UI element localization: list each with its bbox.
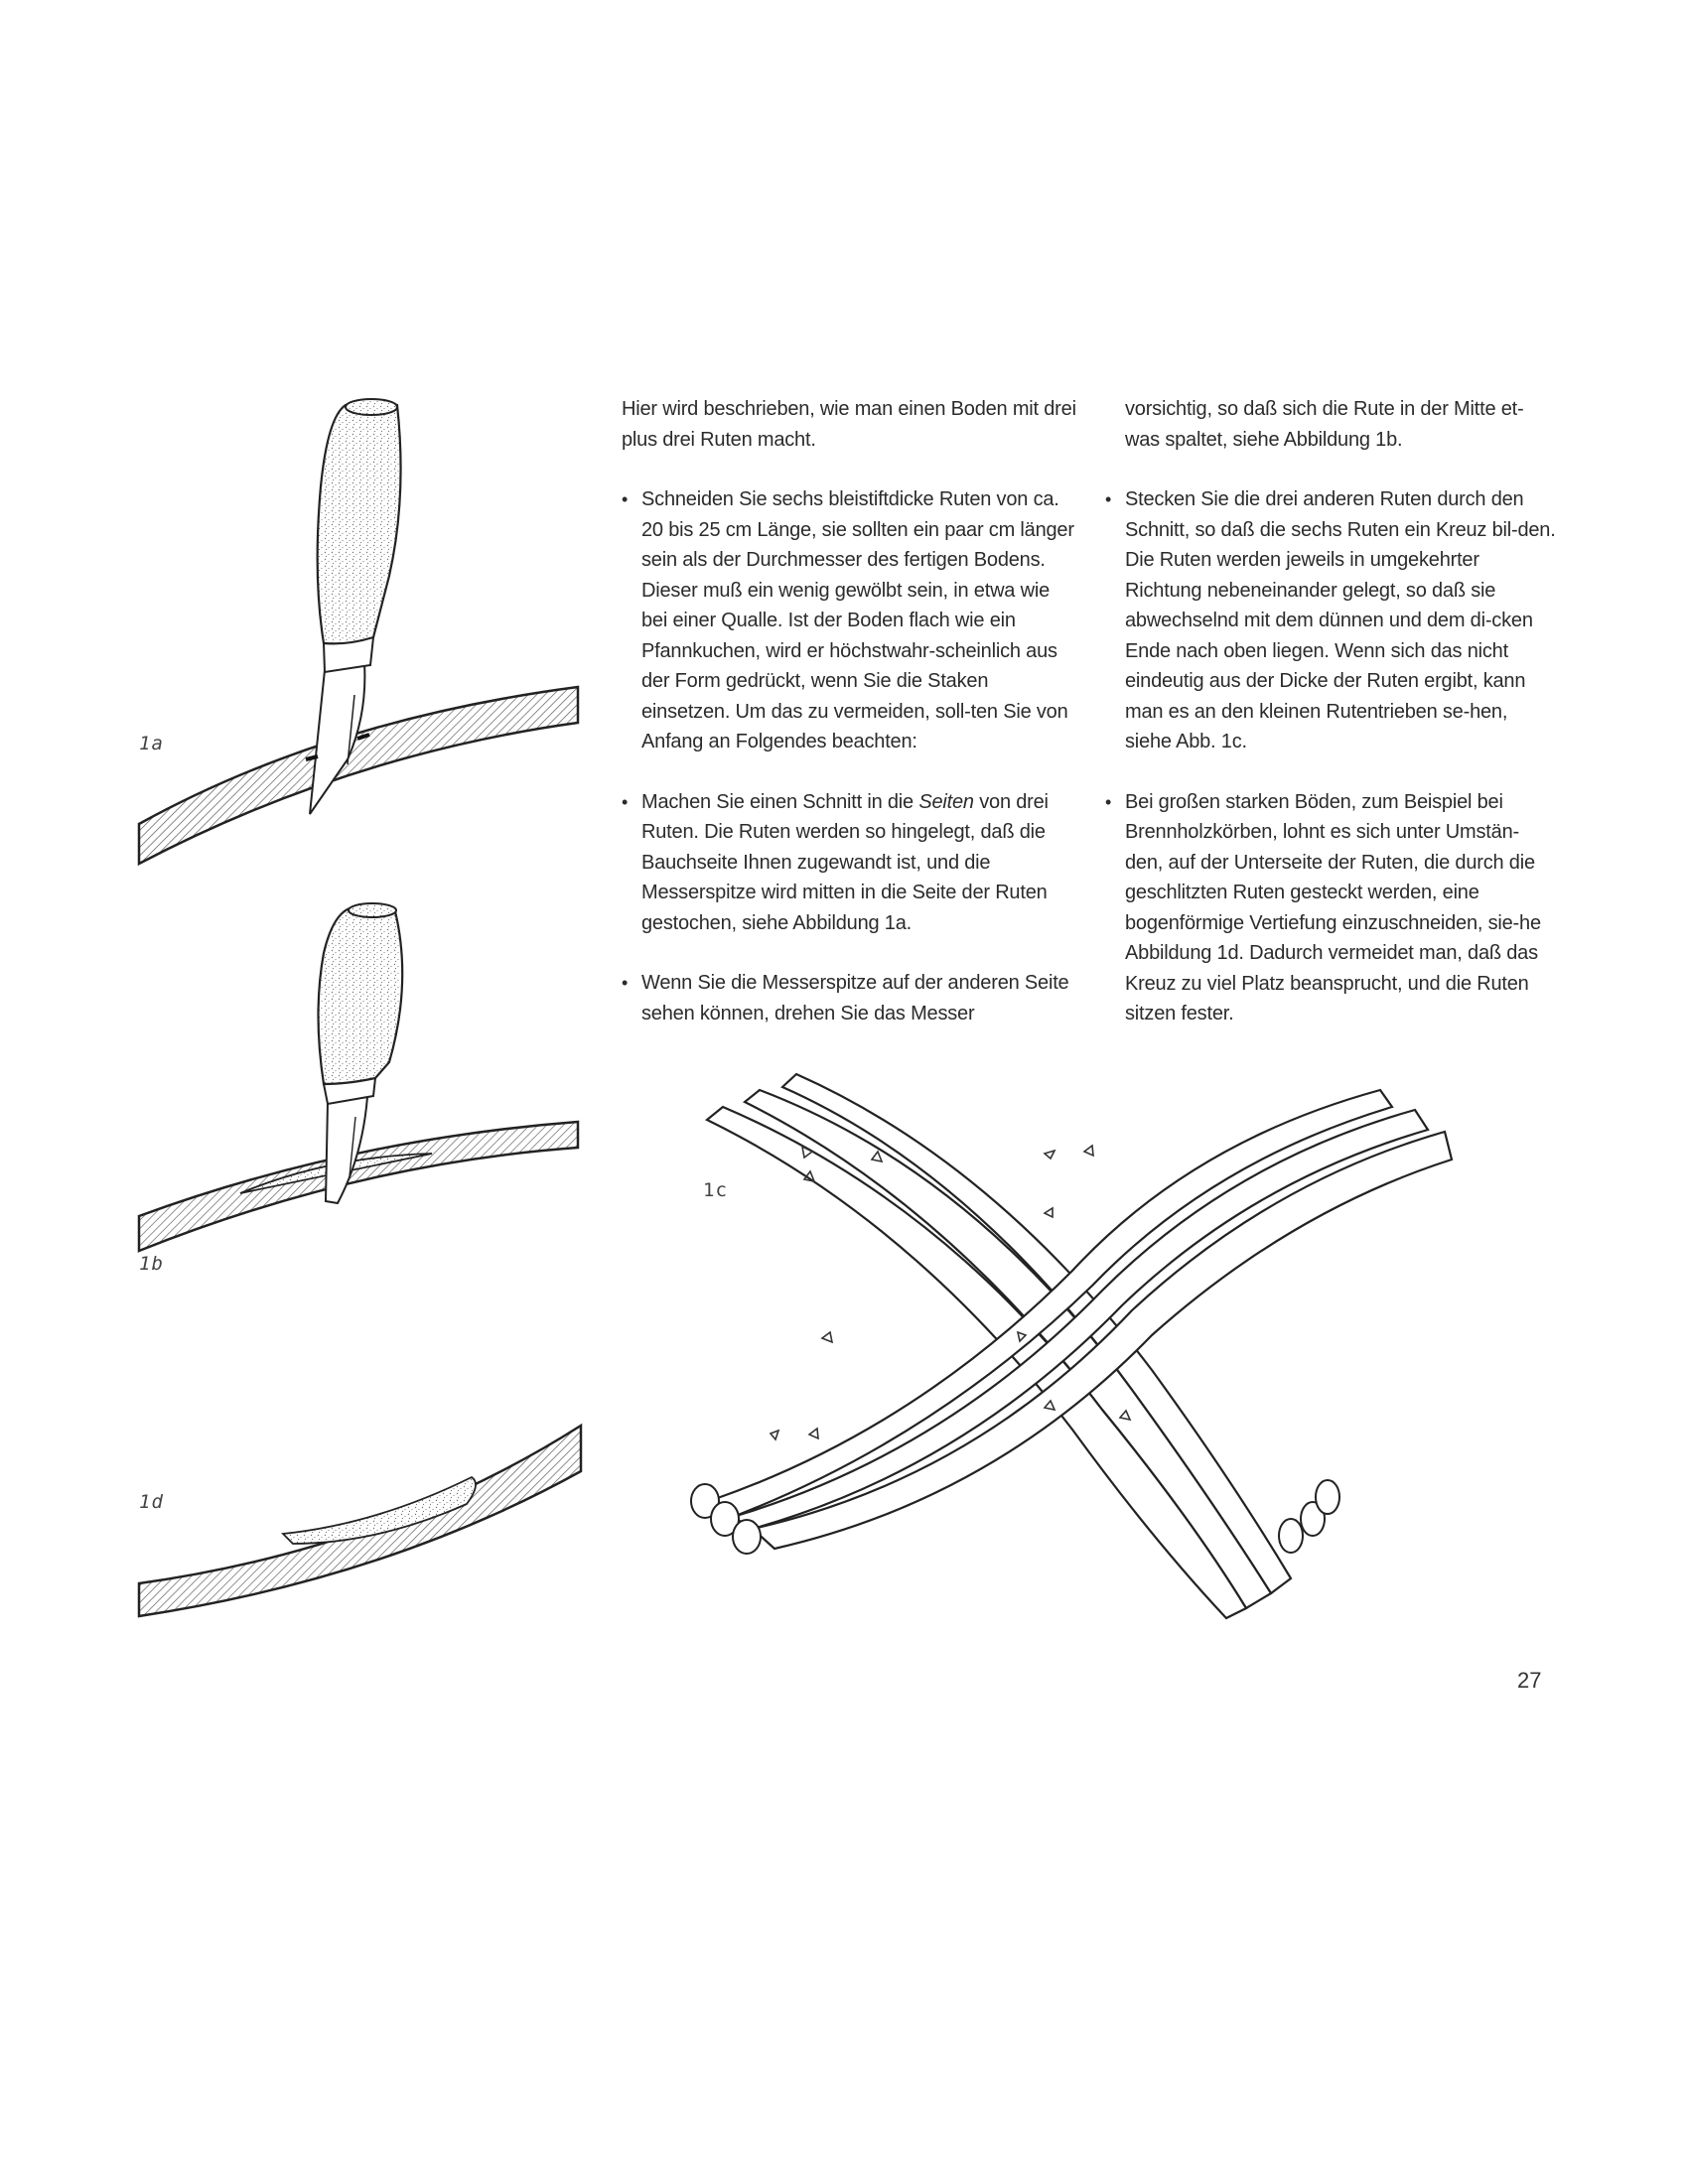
bullet-item: • Stecken Sie die drei anderen Ruten durch den Schnitt, so daß die sechs Ruten ein Kreuz bil-den. Die Ruten werden jeweils in umgekehrter Richtung nebeneinander gelegt, so daß sie abwechselnd mit dem dünnen und dem di-cken Ende nach oben liegen. Wenn sich das nicht eindeutig aus der Dicke der Ruten ergibt, kann man es an den kleinen Rutentrieben se-hen, siehe Abb. 1c. — [1105, 484, 1557, 757]
figure-1d-rod-with-recess — [129, 1360, 596, 1618]
figure-1c-rod-cross — [675, 1052, 1450, 1628]
figure-1b-knife-splitting-rod — [129, 893, 596, 1390]
figure-label-1d: 1d — [139, 1491, 164, 1513]
figure-label-1a: 1a — [139, 733, 164, 754]
bullet-item: • Machen Sie einen Schnitt in die Seiten von drei Ruten. Die Ruten werden so hingelegt, daß die Bauchseite Ihnen zugewandt ist, und die Messerspitze wird mitten in die Seite der Ruten gestochen, siehe Abbildung 1a. — [622, 787, 1078, 939]
text-column-right — [1105, 394, 1557, 1059]
page-number: 27 — [1517, 1668, 1542, 1693]
intro-paragraph: Hier wird beschrieben, wie man einen Boden mit drei plus drei Ruten macht. — [622, 398, 1076, 451]
bullet-continuation: vorsichtig, so daß sich die Rute in der Mitte et-was spaltet, siehe Abbildung 1b. — [1125, 398, 1524, 451]
bullet-item: • Schneiden Sie sechs bleistiftdicke Ruten von ca. 20 bis 25 cm Länge, sie sollten ein paar cm länger sein als der Durchmesser des fertigen Bodens. Dieser muß ein wenig gewölbt sein, in etwa wie bei einer Qualle. Ist der Boden flach wie ein Pfannkuchen, wird er höchstwahr-scheinlich aus der Form gedrückt, wenn Sie die Staken einsetzen. Um das zu vermeiden, soll-ten Sie von Anfang an Folgendes beachten: — [622, 484, 1078, 757]
figure-label-1c: 1c — [703, 1179, 728, 1201]
text-column-left — [622, 394, 1078, 1058]
bullet-item: • Wenn Sie die Messerspitze auf der anderen Seite sehen können, drehen Sie das Messer — [622, 968, 1078, 1028]
figure-label-1b: 1b — [139, 1253, 164, 1275]
bullet-item: • Bei großen starken Böden, zum Beispiel bei Brennholzkörben, lohnt es sich unter Umstän-den, auf der Unterseite der Ruten, die durch die geschlitzten Ruten gesteckt werden, eine bogenförmige Vertiefung einzuschneiden, sie-he Abbildung 1d. Dadurch vermeidet man, daß das Kreuz zu viel Platz beansprucht, und die Ruten sitzen fester. — [1105, 787, 1557, 1029]
figure-1a-knife-piercing-rod — [129, 377, 596, 874]
